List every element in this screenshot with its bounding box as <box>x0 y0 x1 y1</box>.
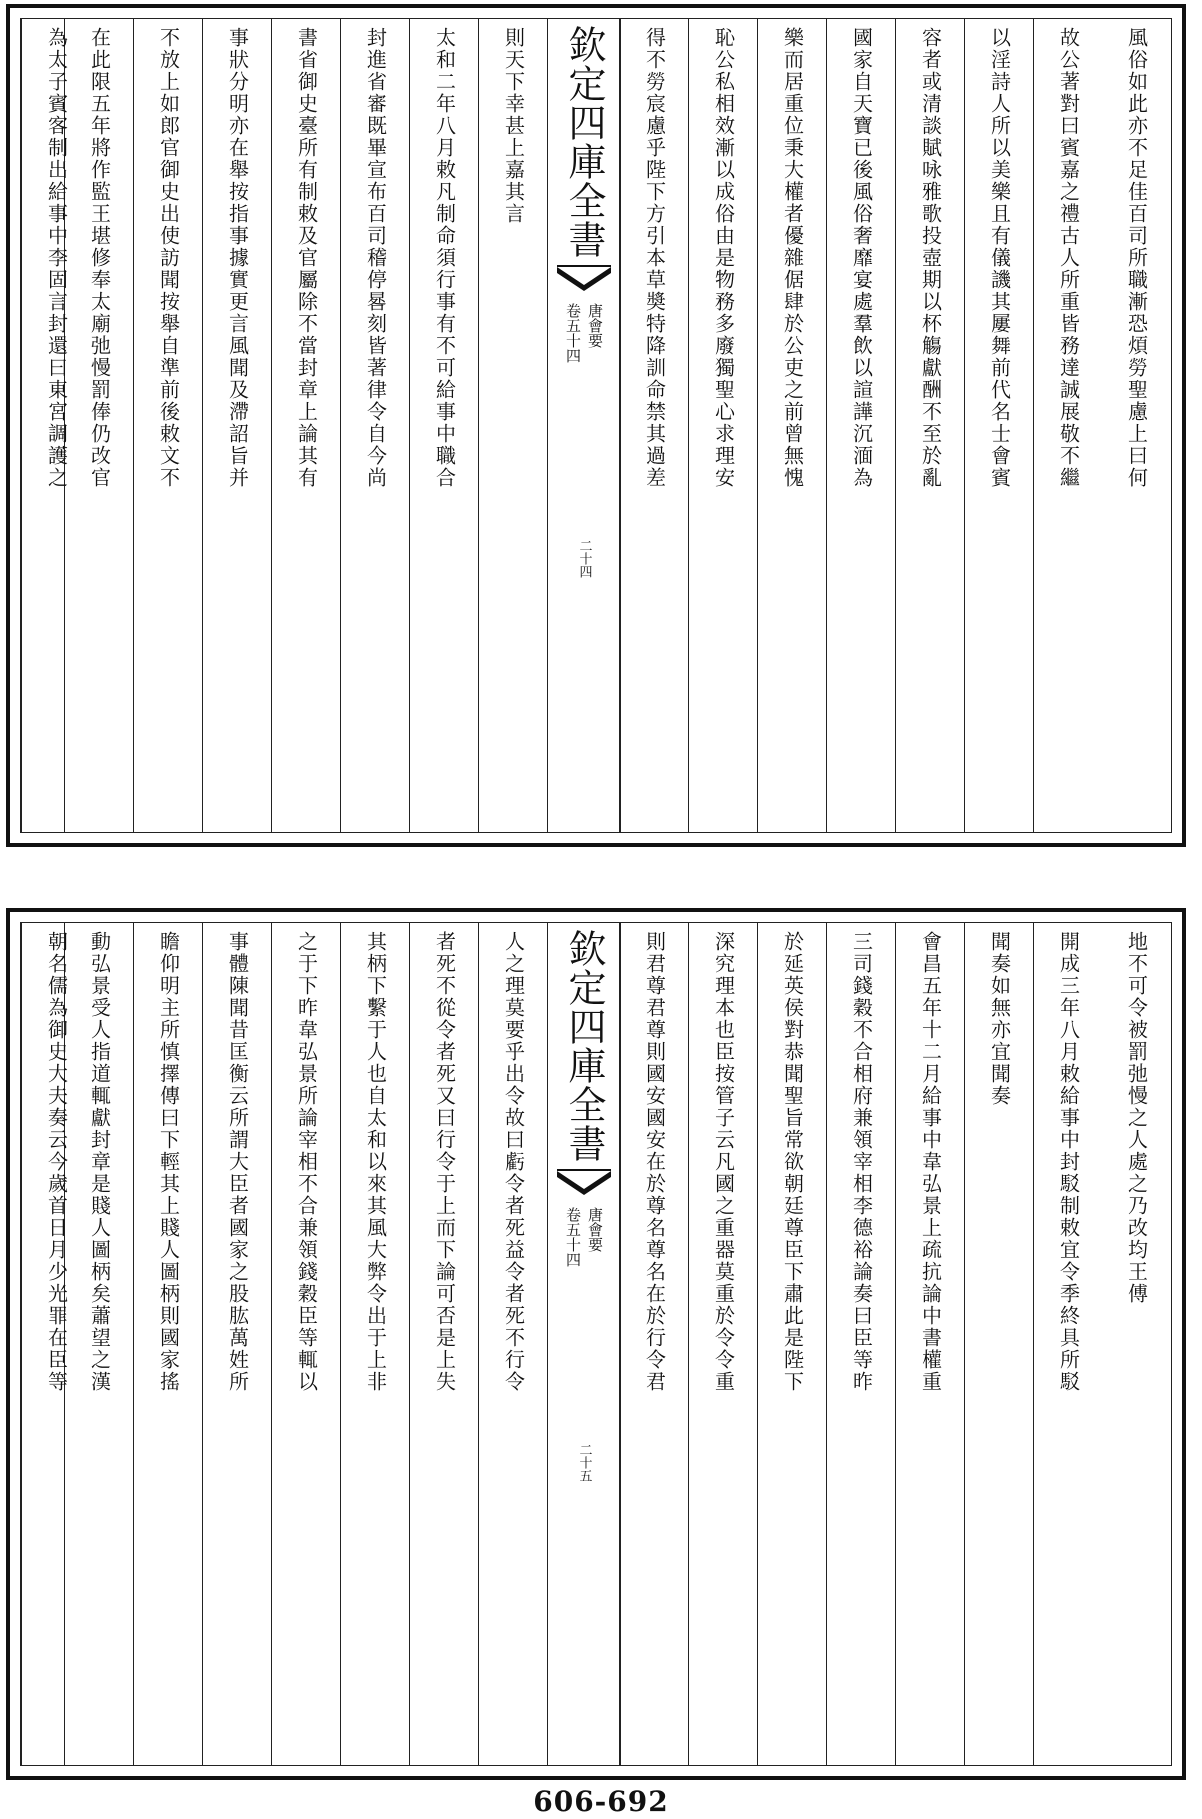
text-column <box>826 19 896 832</box>
fishtail-mark-icon <box>557 1169 611 1197</box>
gutter-work-title: 唐會要 <box>586 1207 604 1252</box>
text-column <box>1033 19 1103 832</box>
folio-number: 二十五 <box>576 1443 592 1482</box>
column-text: 之于下昨韋弘景所論宰相不合兼領錢穀臣等輒以 <box>294 931 319 1393</box>
text-column <box>1102 19 1171 832</box>
text-column <box>202 19 272 832</box>
column-text: 風俗如此亦不足佳百司所職漸恐煩勞聖慮上曰何 <box>1124 27 1149 489</box>
text-column <box>1033 923 1103 1765</box>
column-text: 者死不從令者死又曰行令于上而下論可否是上失 <box>432 931 457 1393</box>
gutter-small-text <box>564 303 604 363</box>
text-column <box>688 923 758 1765</box>
column-text: 則君尊君尊則國安國安在於尊名尊名在於行令君 <box>642 931 667 1393</box>
text-column <box>409 923 479 1765</box>
text-column <box>21 923 91 1765</box>
text-column <box>271 923 341 1765</box>
page-number: 606-692 <box>533 1785 669 1818</box>
text-column <box>757 923 827 1765</box>
column-text: 開成三年八月敕給事中封駁制敕宜令季終具所駁 <box>1056 931 1081 1393</box>
column-text: 不放上如郎官御史出使訪聞按舉自準前後敕文不 <box>156 27 181 489</box>
column-text: 書省御史臺所有制敕及官屬除不當封章上論其有 <box>294 27 319 489</box>
column-text: 朝名儒為御史大夫奏云今歲首日月少光罪在臣等 <box>44 931 69 1393</box>
bottom-page <box>6 908 1186 1780</box>
column-text: 聞奏如無亦宜聞奏 <box>987 931 1012 1107</box>
column-text: 為太子賓客制出給事中李固言封還曰東宮調護之 <box>44 27 69 489</box>
column-text: 事狀分明亦在舉按指事據實更言風聞及滯詔旨并 <box>225 27 250 489</box>
column-text: 瞻仰明主所慎擇傳曰下輕其上賤人圖柄則國家搖 <box>156 931 181 1393</box>
text-column <box>757 19 827 832</box>
text-column <box>340 19 410 832</box>
column-text: 則天下幸甚上嘉其言 <box>501 27 526 225</box>
column-text: 太和二年八月敕凡制命須行事有不可給事中職合 <box>432 27 457 489</box>
column-text: 深究理本也臣按管子云凡國之重器莫重於令令重 <box>711 931 736 1393</box>
column-text: 故公著對曰賓嘉之禮古人所重皆務達誠展敬不繼 <box>1056 27 1081 489</box>
text-column <box>964 923 1034 1765</box>
column-text: 在此限五年將作監王堪修奉太廟弛慢罰俸仍改官 <box>87 27 112 489</box>
text-column <box>826 923 896 1765</box>
text-column <box>271 19 341 832</box>
text-column <box>21 19 91 832</box>
gutter-work-title: 唐會要 <box>586 303 604 348</box>
text-column <box>202 923 272 1765</box>
column-text: 事體陳聞昔匡衡云所謂大臣者國家之股肱萬姓所 <box>225 931 250 1393</box>
column-text: 三司錢穀不合相府兼領宰相李德裕論奏曰臣等昨 <box>849 931 874 1393</box>
center-gutter <box>547 923 621 1765</box>
column-text: 封進省審既畢宣布百司稽停晷刻皆著律令自今尚 <box>363 27 388 489</box>
column-text: 得不勞宸慮乎陛下方引本草奬特降訓命禁其過差 <box>642 27 667 489</box>
text-column <box>478 923 548 1765</box>
column-text: 地不可令被罰弛慢之人處之乃改均王傅 <box>1124 931 1149 1305</box>
text-column <box>895 19 965 832</box>
gutter-juan: 卷五十四 <box>564 303 582 363</box>
top-page-frame <box>20 18 1172 833</box>
column-text: 人之理莫要乎出令故曰虧令者死益令者死不行令 <box>501 931 526 1393</box>
text-column <box>895 923 965 1765</box>
column-text: 於延英侯對恭聞聖旨常欲朝廷尊臣下肅此是陛下 <box>780 931 805 1393</box>
column-text: 恥公私相效漸以成俗由是物務多廢獨聖心求理安 <box>711 27 736 489</box>
folio-number: 二十四 <box>576 539 592 578</box>
text-column <box>964 19 1034 832</box>
text-column <box>340 923 410 1765</box>
text-column <box>409 19 479 832</box>
text-column <box>688 19 758 832</box>
column-text: 其柄下繫于人也自太和以來其風大弊令出于上非 <box>363 931 388 1393</box>
book-title: 欽定四庫全書 <box>562 25 606 259</box>
fishtail-mark-icon <box>557 265 611 293</box>
bottom-page-frame <box>20 922 1172 1766</box>
text-column <box>1102 923 1171 1765</box>
text-column <box>619 923 689 1765</box>
gutter-small-text <box>564 1207 604 1267</box>
book-title: 欽定四庫全書 <box>562 929 606 1163</box>
column-text: 以淫詩人所以美樂且有儀譏其屢舞前代名士會賓 <box>987 27 1012 489</box>
column-text: 動弘景受人指道輒獻封章是賤人圖柄矣蕭望之漢 <box>87 931 112 1393</box>
column-text: 容者或清談賦咏雅歌投壺期以杯觴獻酬不至於亂 <box>918 27 943 489</box>
column-text: 國家自天寶已後風俗奢靡宴處羣飲以諠譁沉湎為 <box>849 27 874 489</box>
text-column <box>133 923 203 1765</box>
top-page <box>6 4 1186 847</box>
gutter-juan: 卷五十四 <box>564 1207 582 1267</box>
column-text: 會昌五年十二月給事中韋弘景上疏抗論中書權重 <box>918 931 943 1393</box>
center-gutter <box>547 19 621 832</box>
text-column <box>619 19 689 832</box>
text-column <box>478 19 548 832</box>
text-column <box>133 19 203 832</box>
column-text: 樂而居重位秉大權者優雜倨肆於公吏之前曾無愧 <box>780 27 805 489</box>
